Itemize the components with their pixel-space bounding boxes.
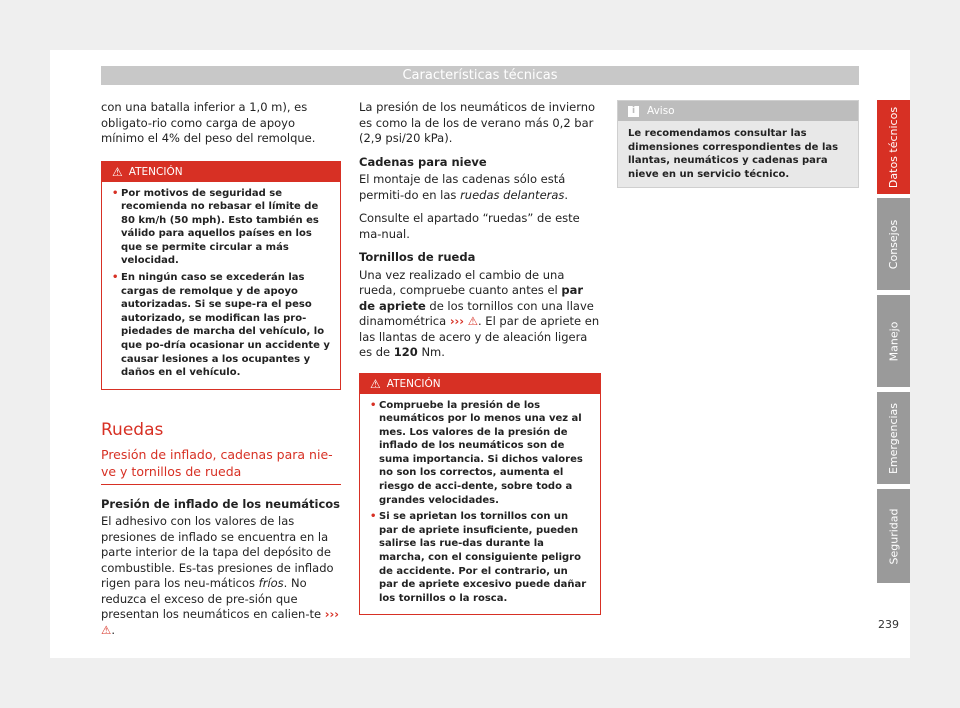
warning-box bbox=[101, 161, 341, 390]
column-left bbox=[101, 100, 341, 646]
winter-pressure-text: La presión de los neumáticos de invierno es como la de los de verano más 0,2 bar (2,9 psi/20 kPa). bbox=[359, 100, 596, 145]
note-header bbox=[618, 101, 858, 121]
warning-item: • Por motivos de seguridad se recomienda no rebasar el límite de 80 km/h (50 mph). Esto también es válido para aquellos países en los que se permite circular a más velocidad. bbox=[112, 187, 319, 267]
bullet-icon: • bbox=[370, 399, 377, 411]
bolts-heading: Tornillos de rueda bbox=[359, 250, 476, 264]
info-icon: i bbox=[628, 106, 639, 117]
warning-item: • Compruebe la presión de los neumáticos por lo menos una vez al mes. Los valores de la presión de inflado de los neumáticos son de suma importancia. Si dichos valores no son los correctos, aumenta el riesgo de acci-dente, sobre todo a grandes velocidades. bbox=[370, 399, 583, 506]
column-right bbox=[617, 100, 859, 188]
tab-consejos[interactable]: Consejos bbox=[877, 198, 910, 290]
warning-label: ATENCIÓN bbox=[128, 165, 183, 178]
note-text: Le recomendamos consultar las dimensiones correspondientes de las llantas, neumáticos y cadenas para nieve en un servicio técnico. bbox=[628, 128, 839, 180]
bullet-icon: • bbox=[112, 272, 119, 284]
arrow-link[interactable]: ››› bbox=[324, 607, 339, 622]
warning-triangle-icon: ⚠ bbox=[101, 622, 112, 637]
tab-manejo[interactable]: Manejo bbox=[877, 295, 910, 387]
chains-reference: Consulte el apartado “ruedas” de este ma-nual. bbox=[359, 211, 580, 241]
section-subtitle: Presión de inflado, cadenas para nie-ve y tornillos de rueda bbox=[101, 446, 341, 485]
bolts-paragraph: Una vez realizado el cambio de una rueda, compruebe cuanto antes el par de apriete de los tornillos con una llave dinamométrica ››› ⚠. El par de apriete en las llantas de acero y de aleación ligera es de 120 Nm. bbox=[359, 267, 600, 359]
warning-item: • En ningún caso se excederán las cargas de remolque y de apoyo autorizadas. Si se supe-ra el peso autorizado, se modifican las pro-piedades de marcha del vehículo, lo que po-dría ocasionar un accidente y causar lesiones a los ocupantes y daños en el vehículo. bbox=[112, 272, 330, 379]
note-label: Aviso bbox=[647, 105, 675, 117]
warning-triangle-icon: ⚠ bbox=[467, 314, 478, 328]
intro-text: con una batalla inferior a 1,0 m), es obligato-rio como carga de apoyo mínimo el 4% del peso del remolque. bbox=[101, 100, 316, 145]
warning-triangle-icon: ⚠ bbox=[112, 164, 123, 179]
chains-paragraph: El montaje de las cadenas sólo está permiti-do en las ruedas delanteras. bbox=[359, 172, 569, 202]
note-box bbox=[617, 100, 859, 188]
bullet-icon: • bbox=[370, 511, 377, 523]
section-title: Ruedas bbox=[101, 419, 164, 440]
warning-label: ATENCIÓN bbox=[386, 377, 441, 390]
column-middle bbox=[359, 100, 601, 629]
page-number: 239 bbox=[878, 618, 899, 631]
tire-paragraph: El adhesivo con los valores de las presiones de inflado se encuentra en la parte interior de la tapa del depósito de combustible. Es-tas presiones de inflado rigen para los neu-máticos fríos. No reduzca el exceso de pre-sión que presentan los neumáticos en calien-te ››› ⚠. bbox=[101, 514, 339, 637]
arrow-link[interactable]: ››› bbox=[449, 314, 465, 328]
page-header: Características técnicas bbox=[101, 66, 859, 85]
warning-triangle-icon: ⚠ bbox=[370, 376, 381, 391]
tab-seguridad[interactable]: Seguridad bbox=[877, 489, 910, 583]
chains-heading: Cadenas para nieve bbox=[359, 154, 487, 169]
warning-box bbox=[359, 373, 601, 616]
warning-header bbox=[102, 162, 340, 182]
warning-header bbox=[360, 374, 600, 394]
warning-item: • Si se aprietan los tornillos con un par de apriete insuficiente, pueden salirse las rue-das durante la marcha, con el consiguiente peligro de accidente. Por el contrario, un par de apriete excesivo puede dañar los tornillos o la rosca. bbox=[370, 511, 587, 604]
warning-body bbox=[360, 394, 600, 615]
tab-emergencias[interactable]: Emergencias bbox=[877, 392, 910, 484]
bullet-icon: • bbox=[112, 187, 119, 199]
tire-heading: Presión de inflado de los neumáticos bbox=[101, 496, 341, 511]
warning-body bbox=[102, 182, 340, 389]
tab-datos-tecnicos[interactable]: Datos técnicos bbox=[877, 100, 910, 194]
